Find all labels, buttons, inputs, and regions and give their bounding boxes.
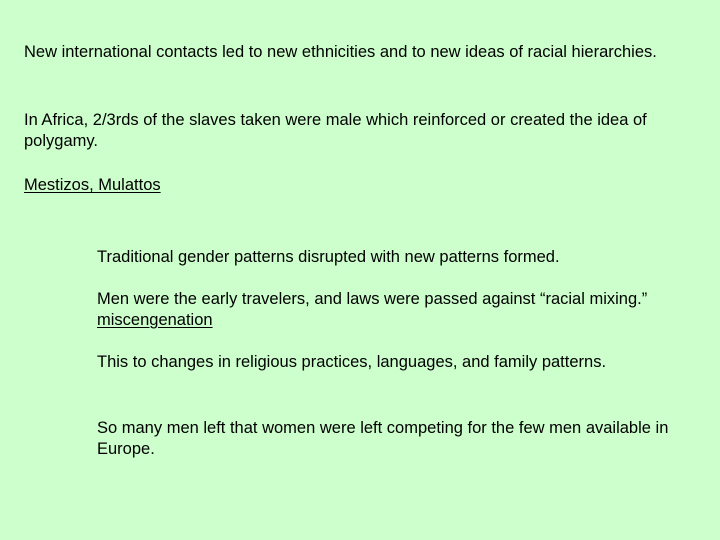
- paragraph-africa: In Africa, 2/3rds of the slaves taken were male which reinforced or created the idea of polygamy.: [24, 111, 647, 150]
- paragraph-women-competing: So many men left that women were left competing for the few men available in Europe.: [97, 419, 669, 458]
- paragraph-religious-changes: This to changes in religious practices, languages, and family patterns.: [97, 353, 607, 371]
- paragraph-gender-patterns: Traditional gender patterns disrupted with new patterns formed.: [97, 248, 560, 266]
- paragraph-men-travelers: [97, 289, 677, 331]
- men-travelers-text: Men were the early travelers, and laws were passed against “racial mixing.”: [97, 290, 648, 308]
- paragraph-mixed-terms: [24, 175, 664, 196]
- mixed-terms-link: Mestizos, Mulattos: [24, 176, 161, 194]
- paragraph-contacts: New international contacts led to new ethnicities and to new ideas of racial hierarchies.: [24, 43, 657, 61]
- miscegenation-term: miscengenation: [97, 311, 213, 329]
